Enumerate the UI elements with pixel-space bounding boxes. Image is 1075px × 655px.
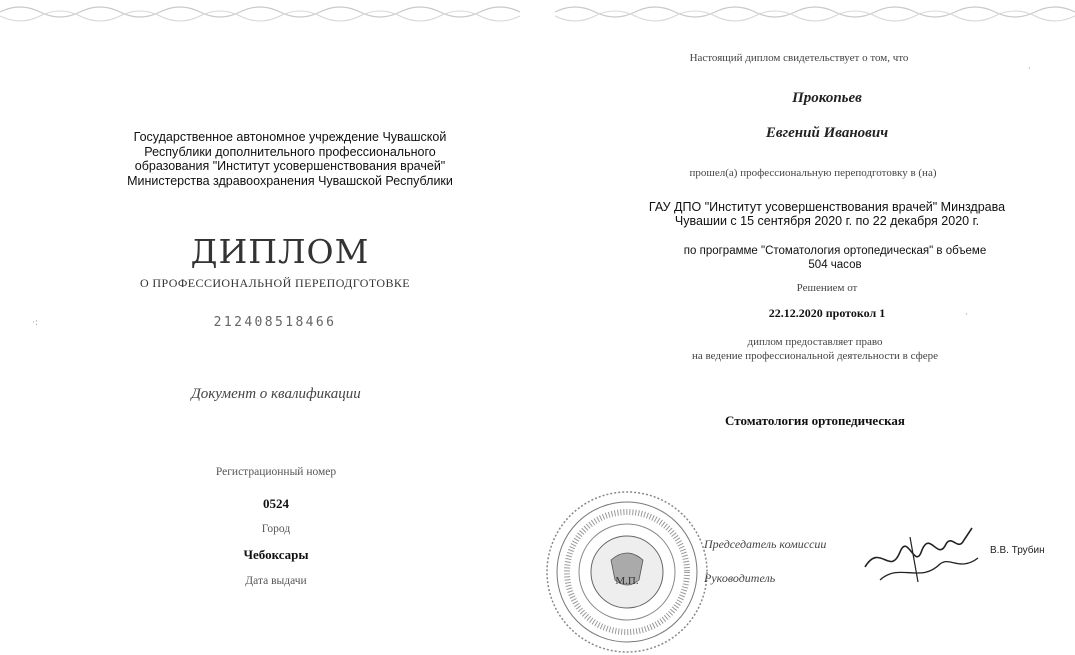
document-subtitle: О ПРОФЕССИОНАЛЬНОЙ ПЕРЕПОДГОТОВКЕ <box>139 276 411 290</box>
official-seal-icon <box>545 490 710 655</box>
document-type: Документ о квалификации <box>191 386 361 402</box>
head-label: Руководитель <box>704 571 776 585</box>
document-title: ДИПЛОМ <box>190 232 370 271</box>
scan-speck: · <box>1028 64 1031 74</box>
rights-line: диплом предоставляет право <box>747 336 883 348</box>
scan-speck: ·: <box>32 318 38 328</box>
seal-text: М.П. <box>615 575 639 587</box>
city-label: Город <box>261 523 291 535</box>
diploma-number: 212408518466 <box>213 315 337 330</box>
rights-line: на ведение профессиональной деятельности в сфере <box>691 349 939 362</box>
city-value: Чебоксары <box>243 547 309 562</box>
signature-icon <box>860 522 990 585</box>
completion-statement: прошел(а) профессиональную переподготовку в (на) <box>689 167 937 179</box>
commission-chair-label: Председатель комиссии <box>704 537 827 551</box>
recipient-given-names: Евгений Иванович <box>765 125 889 141</box>
training-institution <box>649 200 1005 228</box>
scan-speck: · <box>965 310 968 320</box>
registration-label: Регистрационный номер <box>215 466 337 478</box>
organization-line: Республики дополнительного профессионального <box>144 144 436 159</box>
organization-line: образования "Институт усовершенствования врачей" <box>134 159 446 173</box>
organization-line: Государственное автономное учреждение Чувашской <box>133 130 447 144</box>
date-label: Дата выдачи <box>245 575 307 587</box>
specialty: Стоматология ортопедическая <box>725 413 905 428</box>
registration-number: 0524 <box>263 496 289 511</box>
decision-protocol: 22.12.2020 протокол 1 <box>768 306 886 320</box>
chair-name: В.В. Трубин <box>990 545 1045 556</box>
recipient-surname: Прокопьев <box>792 90 862 106</box>
training-program <box>684 245 986 272</box>
decision-label: Решением от <box>796 282 858 294</box>
issuing-organization <box>127 130 453 188</box>
program-line: 504 часов <box>808 258 862 271</box>
institution-line: Чувашии с 15 сентября 2020 г. по 22 декабря 2020 г. <box>674 214 980 228</box>
certification-intro: Настоящий диплом свидетельствует о том, что <box>689 52 909 64</box>
organization-line: Министерства здравоохранения Чувашской Республики <box>127 173 453 188</box>
institution-line: ГАУ ДПО "Институт усовершенствования врачей" Минздрава <box>648 200 1006 214</box>
program-line: по программе "Стоматология ортопедическая" в объеме <box>683 245 987 257</box>
rights-statement <box>692 336 938 363</box>
